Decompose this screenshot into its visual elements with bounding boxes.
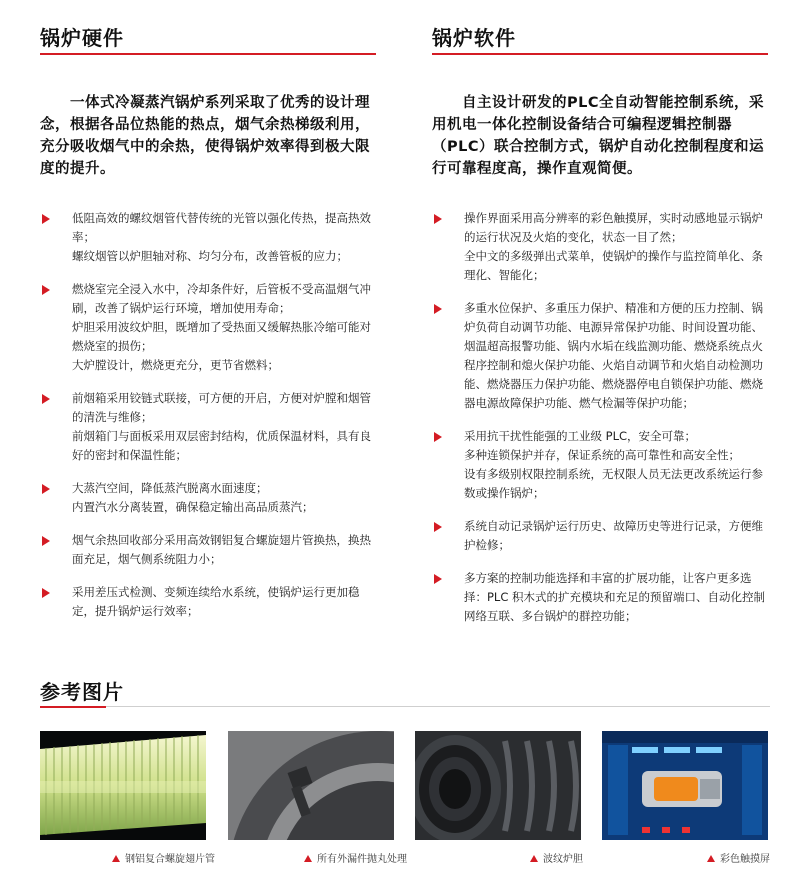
caption-touch-screen: 彩色触摸屏 [707,850,770,865]
bullet-triangle-icon [434,214,442,224]
software-feature-text: 系统自动记录锅炉运行历史、故障历史等进行记录，方便维护检修； [464,519,763,552]
software-feature-text: 多方案的控制功能选择和丰富的扩展功能，让客户更多选择：PLC 积木式的扩充模块和充足的预留端口、自动化控制网络互联、多台锅炉的群控功能； [464,571,766,623]
software-feature-text: 多重水位保护、多重压力保护、精准和方便的压力控制、锅炉负荷自动调节功能、电源异常保护功能、时间设置功能、烟温超高报警功能、锅内水垢在线监测功能、燃烧系统点火程序控制和熄火保护功能、火焰自动调节和火焰自动检测功能、燃烧器压力保护功能、燃烧器停电自锁保护功能、燃烧器电源故障保护功能、燃气检漏等保护功能； [464,301,763,410]
hardware-feature-text: 前烟箱门与面板采用双层密封结构，优质保温材料，具有良好的密封和保温性能； [72,429,371,462]
hardware-feature-text: 大炉膛设计，燃烧更充分，更节省燃料； [72,358,279,372]
bullet-triangle-icon [42,285,50,295]
software-feature-text: 设有多级别权限控制系统，无权限人员无法更改系统运行参数或操作锅炉； [464,467,763,500]
photos-title-divider [106,706,770,707]
hardware-feature-item [40,209,380,266]
hardware-feature-text: 内置汽水分离装置，确保稳定输出高品质蒸汽； [72,500,314,514]
bullet-triangle-icon [434,522,442,532]
bullet-triangle-icon [42,394,50,404]
software-title-rule [432,53,768,55]
caption-shot-blasted: 所有外漏件抛丸处理 [304,850,407,865]
software-feature-text: 操作界面采用高分辨率的彩色触摸屏，实时动感地显示锅炉的运行状况及火焰的变化，状态一目了然； [464,211,763,244]
hardware-feature-text: 燃烧室完全浸入水中，冷却条件好，后管板不受高温烟气冲刷，改善了锅炉运行环境，增加使用寿命； [72,282,371,315]
hardware-feature-text: 采用差压式检测、变频连续给水系统，使锅炉运行更加稳定，提升锅炉运行效率； [72,585,360,618]
caption-triangle-icon [112,855,120,862]
software-feature-text: 采用抗干扰性能强的工业级 PLC，安全可靠； [464,429,697,443]
hardware-intro: 一体式冷凝蒸汽锅炉系列采取了优秀的设计理念，根据各品位热能的热点，烟气余热梯级利用，充分吸收烟气中的余热，使得锅炉效率得到极大限度的提升。 [40,95,370,177]
bullet-triangle-icon [434,574,442,584]
bullet-triangle-icon [42,214,50,224]
caption-triangle-icon [530,855,538,862]
hardware-feature-text: 低阻高效的螺纹烟管代替传统的光管以强化传热，提高热效率； [72,211,371,244]
software-feature-item [432,427,772,503]
hardware-feature-item [40,389,380,465]
software-feature-item [432,299,772,413]
hardware-feature-item [40,531,380,569]
hardware-feature-text: 烟气余热回收部分采用高效钢铝复合螺旋翅片管换热，换热面充足，烟气侧系统阻力小； [72,533,371,566]
hardware-feature-list [40,209,380,635]
caption-finned-tube: 钢铝复合螺旋翅片管 [112,850,215,865]
photos-title: 参考图片 [40,680,124,704]
photo-shot-blasted-part [228,731,394,840]
bullet-triangle-icon [42,588,50,598]
photo-finned-tube [40,731,206,840]
hardware-title-rule [40,53,376,55]
photos-title-rule [40,706,106,708]
software-feature-text: 全中文的多级弹出式菜单，使锅炉的操作与监控简单化、条理化、智能化； [464,249,763,282]
software-feature-text: 多种连锁保护并存，保证系统的高可靠性和高安全性； [464,448,740,462]
caption-triangle-icon [304,855,312,862]
hardware-title: 锅炉硬件 [40,26,124,50]
hardware-feature-text: 大蒸汽空间，降低蒸汽脱离水面速度； [72,481,268,495]
software-feature-item [432,569,772,626]
software-feature-list [432,209,772,640]
software-intro: 自主设计研发的PLC全自动智能控制系统，采用机电一体化控制设备结合可编程逻辑控制器（PLC）联合控制方式，锅炉自动化控制程度和运行可靠程度高，操作直观简便。 [432,95,765,177]
hardware-feature-item [40,280,380,375]
photo-touch-screen [602,731,768,840]
hardware-feature-text: 炉胆采用波纹炉胆，既增加了受热面又缓解热胀冷缩可能对燃烧室的损伤； [72,320,371,353]
bullet-triangle-icon [434,304,442,314]
hardware-feature-item [40,583,380,621]
hardware-feature-item [40,479,380,517]
bullet-triangle-icon [434,432,442,442]
bullet-triangle-icon [42,484,50,494]
software-feature-item [432,209,772,285]
caption-triangle-icon [707,855,715,862]
software-title: 锅炉软件 [432,26,516,50]
software-feature-item [432,517,772,555]
bullet-triangle-icon [42,536,50,546]
photo-corrugated-furnace [415,731,581,840]
hardware-feature-text: 前烟箱采用铰链式联接，可方便的开启，方便对炉膛和烟管的清洗与维修； [72,391,371,424]
hardware-feature-text: 螺纹烟管以炉胆轴对称、均匀分布，改善管板的应力； [72,249,348,263]
caption-corrugated-furnace: 波纹炉胆 [530,850,583,865]
